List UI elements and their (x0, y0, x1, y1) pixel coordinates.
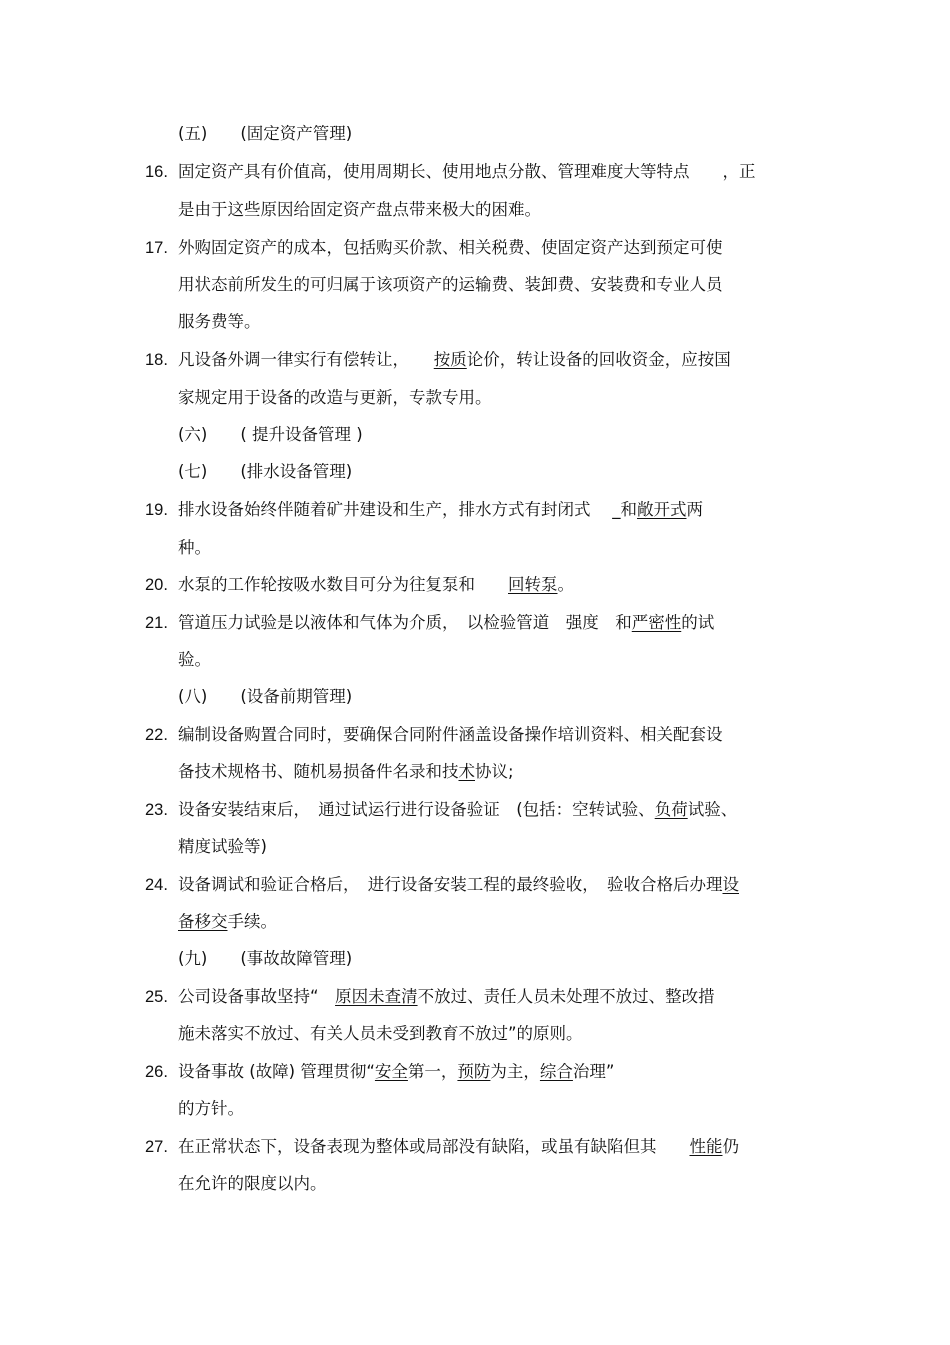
answer-blank: 性能 (689, 1137, 723, 1156)
item-24-line-2: 备移交手续。 (178, 912, 277, 931)
item-19-line-1: 排水设备始终伴随着矿井建设和生产，排水方式有封闭式 _和敞开式两 (178, 500, 703, 519)
section-heading-9: (九) (事故故障管理) (178, 949, 353, 968)
item-17-line-3: 服务费等。 (178, 312, 261, 331)
item-16-line-2: 是由于这些原因给固定资产盘点带来极大的困难。 (178, 200, 541, 219)
item-16-line-1: 固定资产具有价值高，使用周期长、使用地点分散、管理难度大等特点 ，正 (178, 162, 756, 181)
item-number: 21. (145, 614, 168, 632)
item-22-line-1: 编制设备购置合同时，要确保合同附件涵盖设备操作培训资料、相关配套设 (178, 725, 723, 744)
item-20-line-1: 水泵的工作轮按吸水数目可分为往复泵和 回转泵。 (178, 575, 574, 594)
item-number: 19. (145, 501, 168, 519)
item-18-line-2: 家规定用于设备的改造与更新，专款专用。 (178, 388, 492, 407)
answer-blank: 敞开式 (637, 500, 687, 519)
item-number: 27. (145, 1138, 168, 1156)
answer-blank: 备移交 (178, 912, 228, 931)
item-22-line-2: 备技术规格书、随机易损备件名录和技术协议; (178, 762, 514, 781)
item-number: 22. (145, 726, 168, 744)
item-25-line-2: 施未落实不放过、有关人员未受到教育不放过”的原则。 (178, 1024, 583, 1043)
answer-blank: 严密性 (631, 613, 682, 632)
item-24-line-1: 设备调试和验证合格后， 进行设备安装工程的最终验收， 验收合格后办理设 (178, 875, 739, 894)
item-21-line-1: 管道压力试验是以液体和气体为介质， 以检验管道 强度 和严密性的试 (178, 613, 715, 632)
section-heading-8: (八) (设备前期管理) (178, 687, 353, 706)
item-17-line-2: 用状态前所发生的可归属于该项资产的运输费、装卸费、安装费和专业人员 (178, 275, 723, 294)
item-26-line-1: 设备事故 (故障) 管理贯彻“安全第一，预防为主，综合治理” (178, 1062, 615, 1081)
item-17-line-1: 外购固定资产的成本，包括购买价款、相关税费、使固定资产达到预定可使 (178, 238, 723, 257)
item-23-line-2: 精度试验等) (178, 837, 267, 856)
item-21-line-2: 验。 (178, 650, 211, 669)
section-heading-6: (六) ( 提升设备管理 ) (178, 425, 363, 444)
answer-blank: 设 (722, 875, 739, 894)
answer-blank: 预防 (457, 1062, 491, 1081)
item-25-line-1: 公司设备事故坚持“ 原因未查清不放过、责任人员未处理不放过、整改措 (178, 987, 715, 1006)
item-19-line-2: 种。 (178, 538, 211, 557)
section-heading-7: (七) (排水设备管理) (178, 462, 353, 481)
item-number: 20. (145, 576, 168, 594)
item-23-line-1: 设备安装结束后， 通过试运行进行设备验证 (包括：空转试验、负荷试验、 (178, 800, 738, 819)
item-number: 16. (145, 163, 168, 181)
item-number: 17. (145, 239, 168, 257)
section-heading-5: (五) (固定资产管理) (178, 124, 353, 143)
answer-blank: 术 (458, 762, 475, 781)
answer-blank: 回转泵 (508, 575, 558, 594)
item-number: 24. (145, 876, 168, 894)
answer-blank: 负荷 (654, 800, 688, 819)
item-27-line-2: 在允许的限度以内。 (178, 1174, 327, 1193)
item-26-line-2: 的方针。 (178, 1099, 244, 1118)
item-number: 23. (145, 801, 168, 819)
item-number: 26. (145, 1063, 168, 1081)
answer-blank: 原因未查清 (335, 987, 418, 1006)
answer-blank: 安全 (374, 1062, 408, 1081)
answer-blank: 按质 (433, 350, 467, 369)
item-27-line-1: 在正常状态下，设备表现为整体或局部没有缺陷，或虽有缺陷但其 性能仍 (178, 1137, 739, 1156)
item-18-line-1: 凡设备外调一律实行有偿转让， 按质论价，转让设备的回收资金，应按国 (178, 350, 731, 369)
item-number: 18. (145, 351, 168, 369)
item-number: 25. (145, 988, 168, 1006)
answer-blank: 综合 (539, 1062, 573, 1081)
